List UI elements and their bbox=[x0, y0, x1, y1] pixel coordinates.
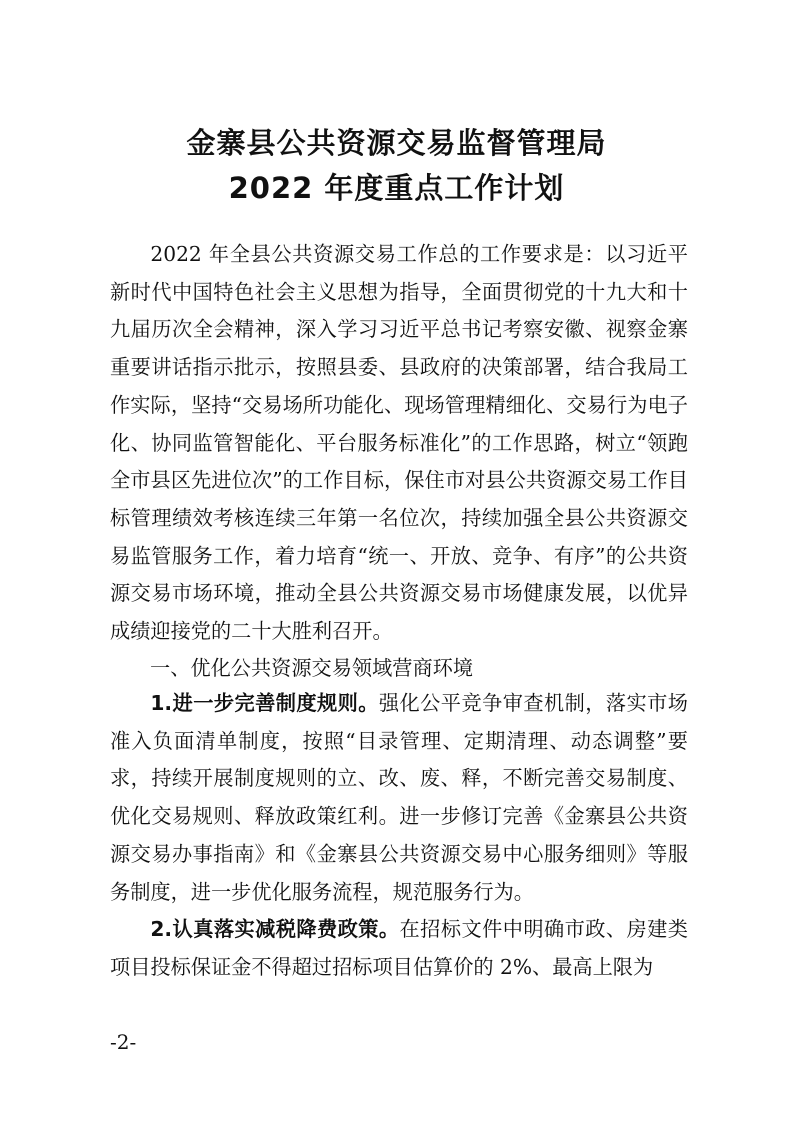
intro-section bbox=[110, 236, 688, 651]
section1-item2-text: 在招标文件中明确市政、房建类项目投标保证金不得超过招标项目估算价的 2%、最高上限为 bbox=[110, 917, 688, 979]
section1-item2-paragraph bbox=[110, 911, 688, 986]
section1-item1-text: 强化公平竞争审查机制，落实市场准入负面清单制度，按照“目录管理、定期清理、动态调整”要求，持续开展制度规则的立、改、废、释，不断完善交易制度、优化交易规则、释放政策红利。进一步修订完善《金寨县公共资源交易办事指南》和《金寨县公共资源交易中心服务细则》等服务制度，进一步优化服务流程，规范服务行为。 bbox=[110, 691, 688, 904]
section1-item1-lead: 1.进一步完善制度规则。 bbox=[150, 691, 379, 715]
section1-item1-paragraph bbox=[110, 685, 688, 911]
document-title-line2: 2022 年度重点工作计划 bbox=[228, 171, 565, 205]
section1-item2-lead: 2.认真落实减税降费政策。 bbox=[150, 917, 400, 942]
intro-paragraph: 2022 年全县公共资源交易工作总的工作要求是：以习近平新时代中国特色社会主义思想为指导，全面贯彻党的十九大和十九届历次全会精神，深入学习习近平总书记考察安徽、视察金寨重要讲话指示批示，按照县委、县政府的决策部署，结合我局工作实际，坚持“交易场所功能化、现场管理精细化、交易行为电子化、协同监管智能化、平台服务标准化”的工作思路，树立“领跑全市县区先进位次”的工作目标，保住市对县公共资源交易工作目标管理绩效考核连续三年第一名位次，持续加强全县公共资源交易监管服务工作，着力培育“统一、开放、竞争、有序”的公共资源交易市场环境，推动全县公共资源交易市场健康发展，以优异成绩迎接党的二十大胜利召开。 bbox=[110, 242, 688, 644]
section1-body bbox=[110, 685, 688, 987]
page-number: -2- bbox=[110, 1030, 137, 1054]
document-title-line1: 金寨县公共资源交易监督管理局 bbox=[186, 126, 607, 160]
section1-heading: 一、优化公共资源交易领域营商环境 bbox=[150, 656, 474, 680]
